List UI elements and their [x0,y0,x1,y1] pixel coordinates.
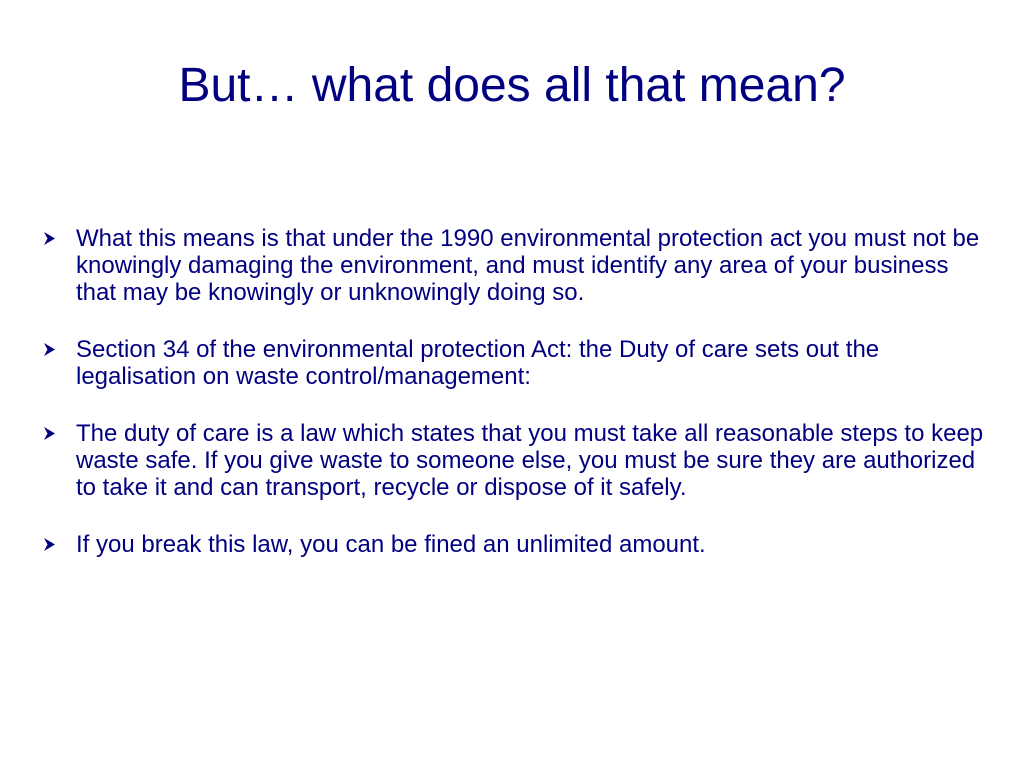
arrowhead-bullet-icon [40,225,62,252]
bullet-text: The duty of care is a law which states that you must take all reasonable steps to keep waste safe. If you give waste to someone else, you must be sure they are authorized to take it and can transport, recycle or dispose of it safely. [76,420,984,501]
bullet-item [40,336,990,390]
bullet-text: Section 34 of the environmental protection Act: the Duty of care sets out the legalisation on waste control/management: [76,336,880,390]
bullet-list [40,225,990,588]
bullet-text: If you break this law, you can be fined an unlimited amount. [76,531,706,558]
arrowhead-bullet-icon [40,336,62,363]
bullet-item [40,225,990,306]
bullet-text: What this means is that under the 1990 environmental protection act you must not be knowingly damaging the environment, and must identify any area of your business that may be knowingly or unknowingly doing so. [76,225,980,306]
bullet-item [40,420,990,501]
arrowhead-bullet-icon [40,531,62,558]
bullet-item [40,531,990,558]
slide-title: But… what does all that mean? [178,59,846,112]
arrowhead-bullet-icon [40,420,62,447]
